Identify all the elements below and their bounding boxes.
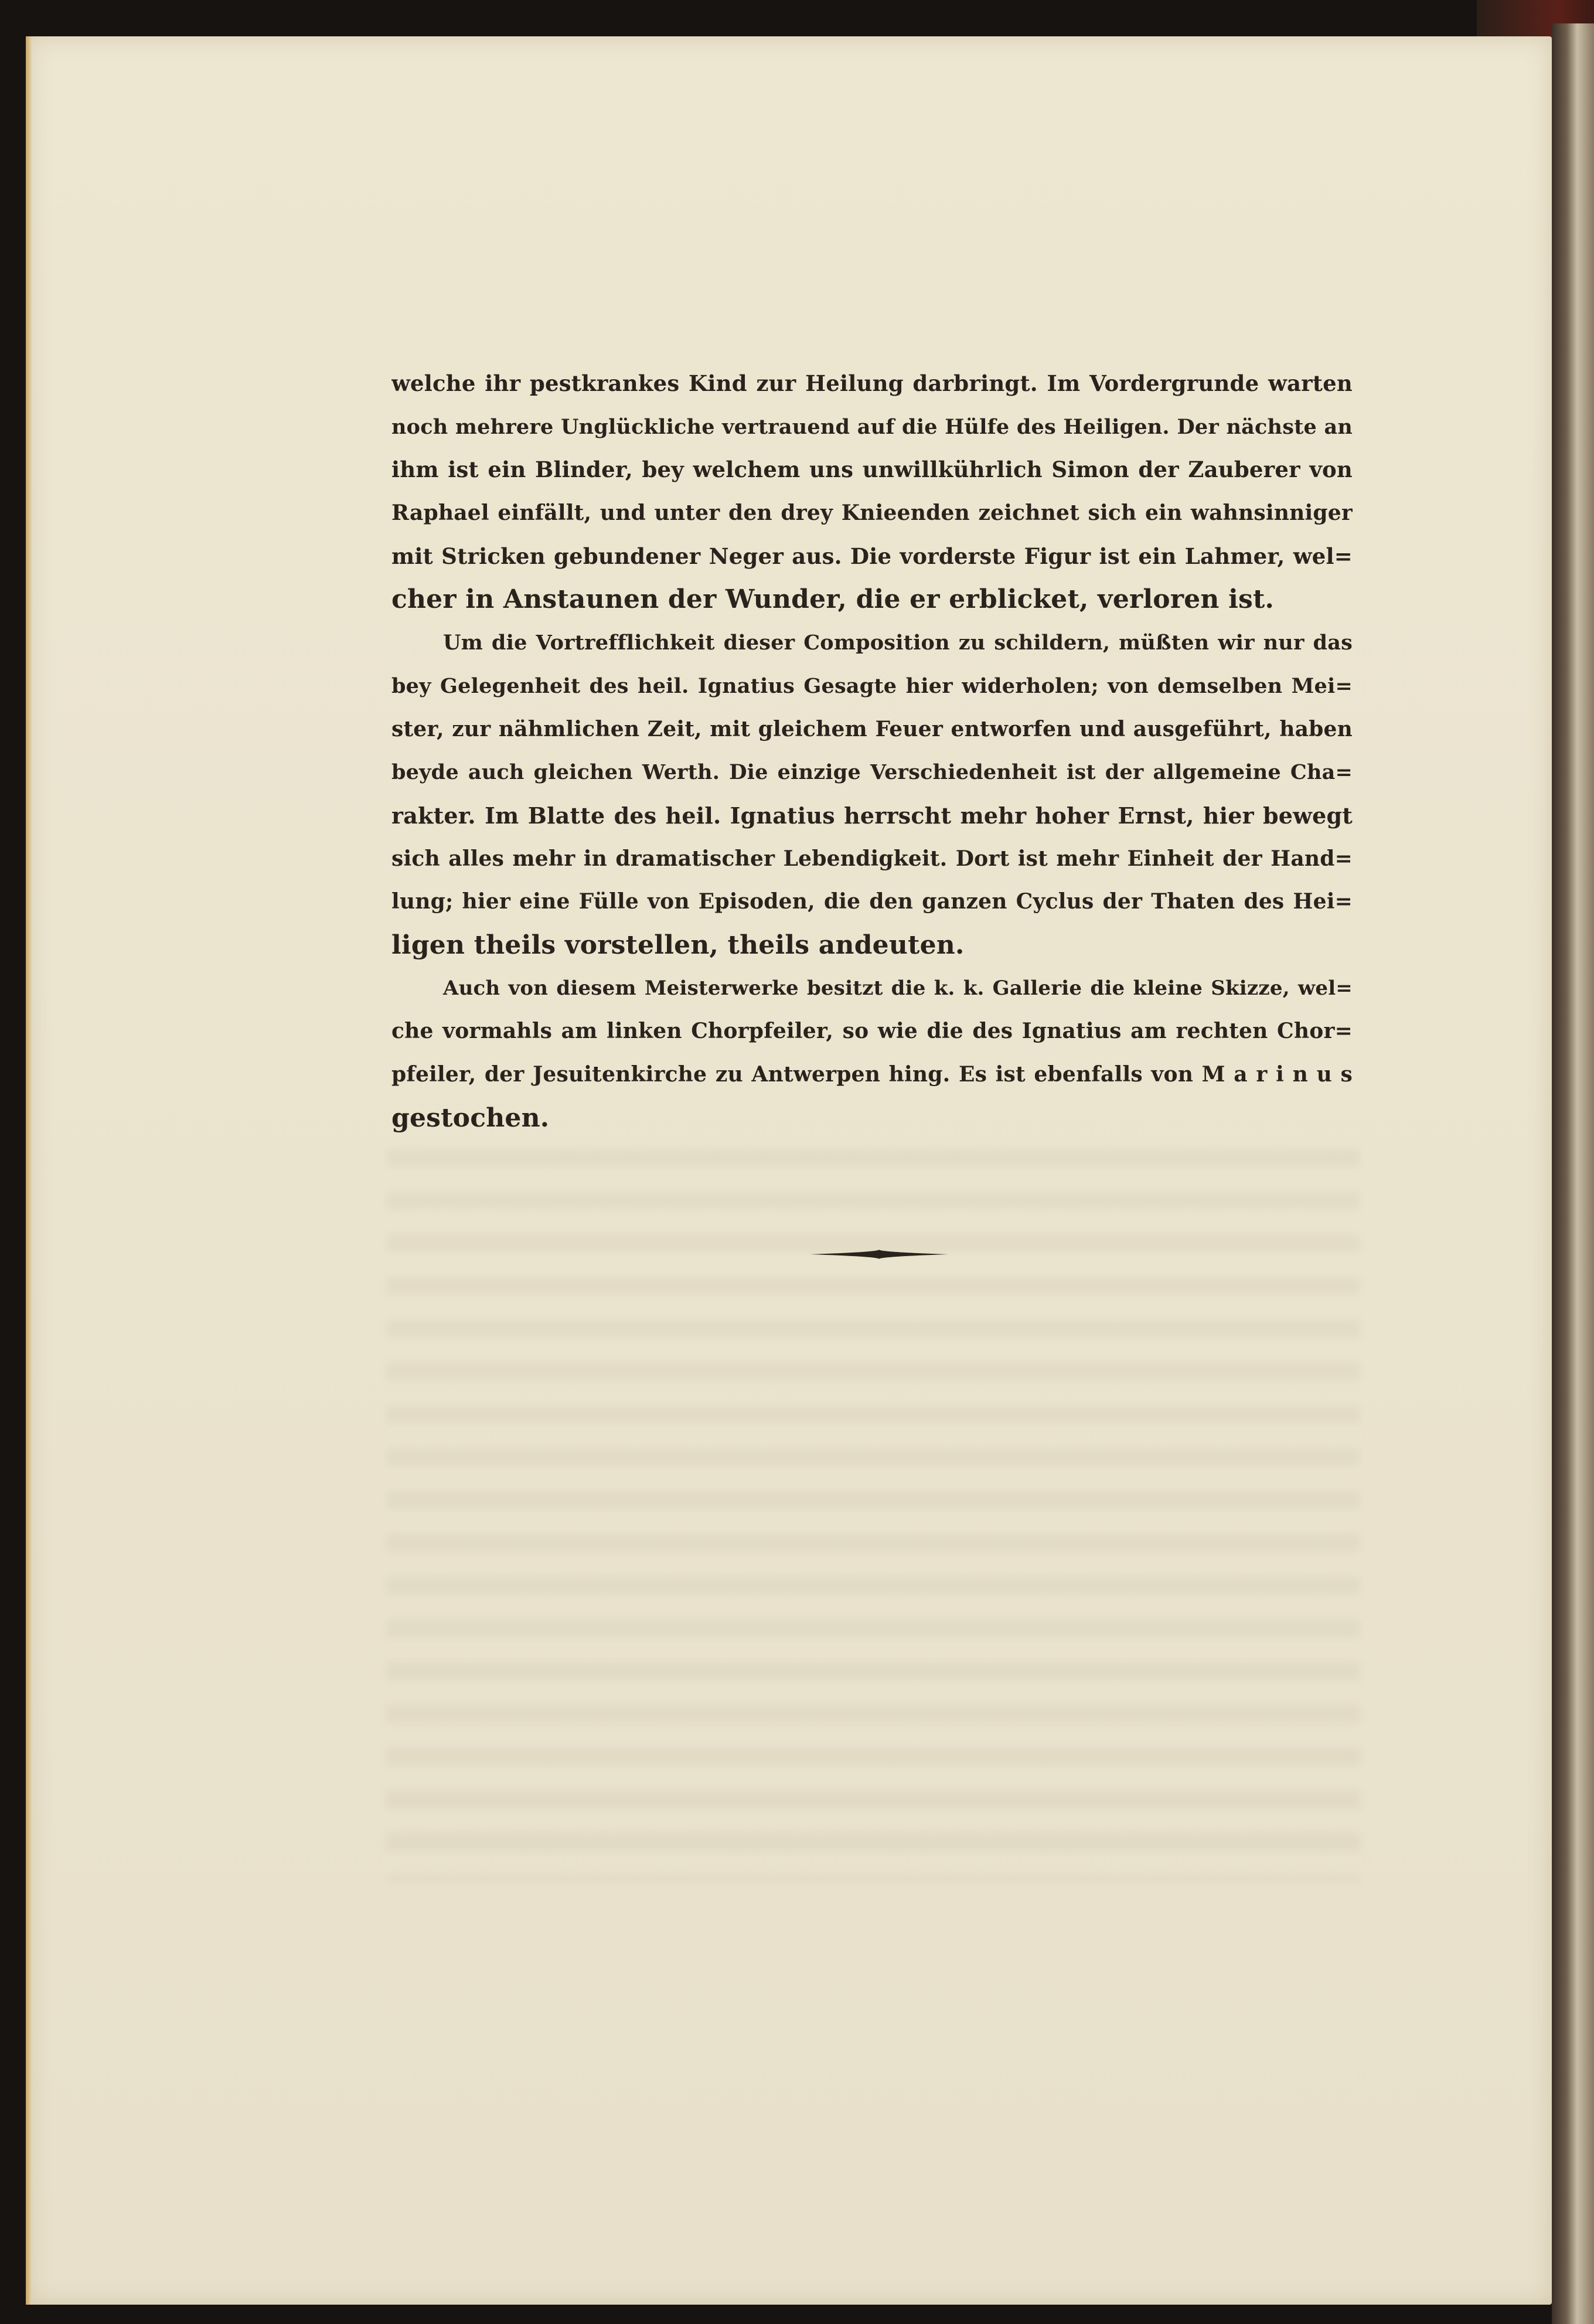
text-line: Um die Vortrefflichkeit dieser Composition zu schildern, müßten wir nur das [443, 631, 1353, 655]
page-edge [26, 36, 32, 2305]
text-line: ster, zur nähmlichen Zeit, mit gleichem Feuer entworfen und ausgeführt, haben [391, 716, 1353, 741]
text-line: Raphael einfällt, und unter den drey Knieenden zeichnet sich ein wahnsinniger [391, 501, 1353, 526]
text-line: rakter. Im Blatte des heil. Ignatius herrscht mehr hoher Ernst, hier bewegt [391, 802, 1353, 829]
text-line: lung; hier eine Fülle von Episoden, die den ganzen Cyclus der Thaten des Hei= [391, 889, 1353, 914]
text-line: bey Gelegenheit des heil. Ignatius Gesagte hier widerholen; von demselben Mei= [391, 673, 1353, 698]
text-line: Auch von diesem Meisterwerke besitzt die k. k. Gallerie die kleine Skizze, wel= [443, 976, 1353, 1000]
end-ornament-rule [809, 1248, 949, 1260]
text-line: gestochen. [391, 1103, 550, 1133]
text-line: beyde auch gleichen Werth. Die einzige Verschiedenheit ist der allgemeine Cha= [391, 760, 1353, 785]
text-line: cher in Anstaunen der Wunder, die er erblicket, verloren ist. [391, 584, 1275, 615]
body-text [391, 362, 1353, 1139]
paragraph-2 [391, 621, 1353, 967]
text-line: pfeiler, der Jesuitenkirche zu Antwerpen hing. Es ist ebenfalls von M a r i n u s [391, 1062, 1353, 1087]
paragraph-3 [391, 967, 1353, 1140]
paragraph-1 [391, 362, 1353, 621]
book-gutter [1552, 23, 1594, 2324]
text-line: noch mehrere Unglückliche vertrauend auf die Hülfe des Heiligen. Der nächste an [391, 414, 1353, 439]
text-line: che vormahls am linken Chorpfeiler, so wie die des Ignatius am rechten Chor= [391, 1019, 1353, 1044]
text-line: sich alles mehr in dramatischer Lebendigkeit. Dort ist mehr Einheit der Hand= [391, 846, 1353, 871]
text-line: mit Stricken gebundener Neger aus. Die vorderste Figur ist ein Lahmer, wel= [391, 543, 1353, 569]
text-line: ihm ist ein Blinder, bey welchem uns unwillkührlich Simon der Zauberer von [391, 457, 1353, 483]
text-line: ligen theils vorstellen, theils andeuten. [391, 930, 965, 960]
text-line: welche ihr pestkrankes Kind zur Heilung darbringt. Im Vordergrunde warten [391, 370, 1353, 396]
